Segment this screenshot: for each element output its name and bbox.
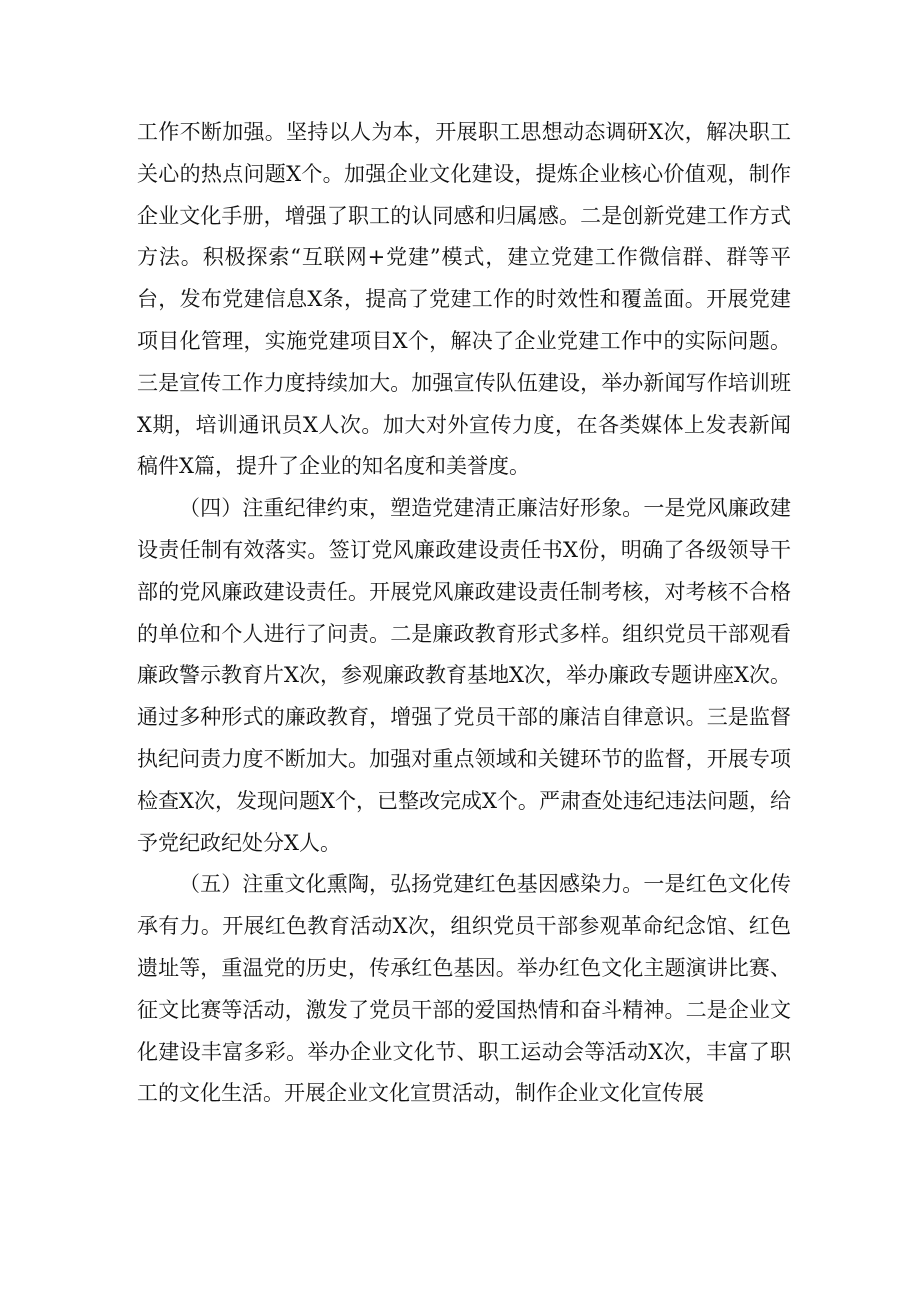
paragraph-red-culture: （五）注重文化熏陶，弘扬党建红色基因感染力。一是红色文化传承有力。开展红色教育活动X次，组织党员干部参观革命纪念馆、红色遗址等，重温党的历史，传承红色基因。举办红色文化主题演讲比赛、征文比赛等活动，激发了党员干部的爱国热情和奋斗精神。二是企业文化建设丰富多彩。举办企业文化节、职工运动会等活动X次，丰富了职工的文化生活。开展企业文化宣贯活动，制作企业文化宣传展 [137, 872, 791, 1106]
document-body [137, 112, 791, 1115]
paragraph-party-building-continued: 工作不断加强。坚持以人为本，开展职工思想动态调研X次，解决职工关心的热点问题X个。加强企业文化建设，提炼企业核心价值观，制作企业文化手册，增强了职工的认同感和归属感。二是创新党建工作方式方法。积极探索“互联网+党建”模式，建立党建工作微信群、群等平台，发布党建信息X条，提高了党建工作的时效性和覆盖面。开展党建项目化管理，实施党建项目X个，解决了企业党建工作中的实际问题。三是宣传工作力度持续加大。加强宣传队伍建设，举办新闻写作培训班X期，培训通讯员X人次。加大对外宣传力度，在各类媒体上发表新闻稿件X篇，提升了企业的知名度和美誉度。 [137, 120, 791, 479]
paragraph-discipline: （四）注重纪律约束，塑造党建清正廉洁好形象。一是党风廉政建设责任制有效落实。签订党风廉政建设责任书X份，明确了各级领导干部的党风廉政建设责任。开展党风廉政建设责任制考核，对考核不合格的单位和个人进行了问责。二是廉政教育形式多样。组织党员干部观看廉政警示教育片X次，参观廉政教育基地X次，举办廉政专题讲座X次。通过多种形式的廉政教育，增强了党员干部的廉洁自律意识。三是监督执纪问责力度不断加大。加强对重点领域和关键环节的监督，开展专项检查X次，发现问题X个，已整改完成X个。严肃查处违纪违法问题，给予党纪政纪处分X人。 [137, 496, 791, 855]
